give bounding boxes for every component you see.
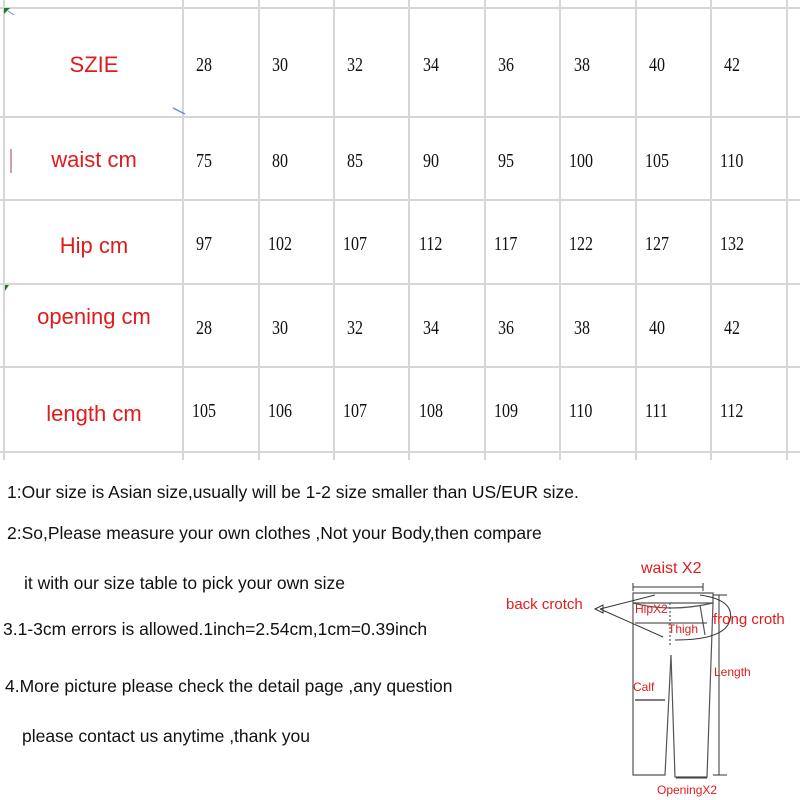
grid-line (0, 451, 800, 453)
table-cell: 38 (574, 317, 590, 339)
corner-mark-icon (4, 8, 16, 18)
table-cell: 95 (498, 150, 514, 172)
row-label-waist: waist cm (51, 147, 137, 172)
grid-line (258, 0, 260, 460)
table-cell: 132 (720, 233, 744, 255)
table-cell: 111 (645, 400, 668, 422)
table-cell: 40 (649, 54, 665, 76)
opening-label: OpeningX2 (657, 783, 718, 797)
table-cell: 75 (196, 150, 212, 172)
table-cell: 107 (343, 233, 367, 255)
thigh-label: Thigh (668, 622, 699, 636)
table-cell: 102 (268, 233, 292, 255)
note-1: 1:Our size is Asian size,usually will be 1-2 size smaller than US/EUR size. (7, 482, 579, 502)
back-crotch-label: back crotch (506, 596, 583, 613)
table-cell: 85 (347, 150, 363, 172)
table-cell: 112 (720, 400, 744, 422)
table-cell: 34 (423, 317, 439, 339)
row-label-size: SZIE (69, 52, 119, 77)
row-label-hip: Hip cm (59, 233, 129, 258)
grid-line (0, 199, 800, 201)
table-cell: 32 (347, 317, 363, 339)
table-cell: 38 (574, 54, 590, 76)
table-cell: 80 (272, 150, 288, 172)
pants-measurement-diagram (495, 555, 800, 800)
note-2-continued: it with our size table to pick your own size (24, 573, 345, 593)
calf-label: Calf (633, 680, 655, 694)
note-2: 2:So,Please measure your own clothes ,Not your Body,then compare (7, 523, 542, 543)
hip-label: HipX2 (635, 602, 668, 616)
grid-line (786, 0, 788, 460)
table-cell: 106 (268, 400, 292, 422)
table-cell: 112 (419, 233, 443, 255)
grid-line (0, 283, 800, 285)
table-cell: 30 (272, 54, 288, 76)
note-4-continued: please contact us anytime ,thank you (22, 726, 310, 746)
table-cell: 100 (569, 150, 593, 172)
row-label-opening: opening cm (37, 304, 151, 329)
table-cell: 36 (498, 317, 514, 339)
grid-line (484, 0, 486, 460)
corner-mark-icon (5, 285, 13, 293)
table-cell: 105 (192, 400, 216, 422)
grid-line (0, 116, 800, 118)
table-cell: 110 (569, 400, 593, 422)
table-cell: 110 (720, 150, 744, 172)
note-4: 4.More picture please check the detail page ,any question (5, 676, 453, 696)
table-cell: 28 (196, 317, 212, 339)
grid-line (0, 7, 800, 9)
table-cell: 28 (196, 54, 212, 76)
pants-outline-icon (495, 555, 800, 800)
table-cell: 117 (494, 233, 518, 255)
grid-line (408, 0, 410, 460)
waist-label: waist X2 (641, 560, 702, 577)
front-crotch-label: frong croth (713, 611, 785, 628)
table-cell: 42 (724, 54, 740, 76)
table-cell: 30 (272, 317, 288, 339)
table-cell: 90 (423, 150, 439, 172)
grid-line (710, 0, 712, 460)
grid-line (635, 0, 637, 460)
table-cell: 97 (196, 233, 212, 255)
length-label: Length (714, 665, 751, 679)
grid-line (182, 0, 184, 460)
tick-mark-icon (172, 102, 188, 116)
row-label-length: length cm (46, 401, 142, 426)
note-3: 3.1-3cm errors is allowed.1inch=2.54cm,1cm=0.39inch (3, 619, 428, 639)
table-cell: 127 (645, 233, 669, 255)
table-cell: 108 (419, 400, 443, 422)
table-cell: 107 (343, 400, 367, 422)
table-cell: 42 (724, 317, 740, 339)
table-cell: 40 (649, 317, 665, 339)
grid-line (333, 0, 335, 460)
table-cell: 105 (645, 150, 669, 172)
table-cell: 122 (569, 233, 593, 255)
table-cell: 34 (423, 54, 439, 76)
table-cell: 109 (494, 400, 518, 422)
table-cell: 36 (498, 54, 514, 76)
table-cell: 32 (347, 54, 363, 76)
grid-line (559, 0, 561, 460)
grid-line (3, 0, 5, 460)
grid-line (0, 366, 800, 368)
